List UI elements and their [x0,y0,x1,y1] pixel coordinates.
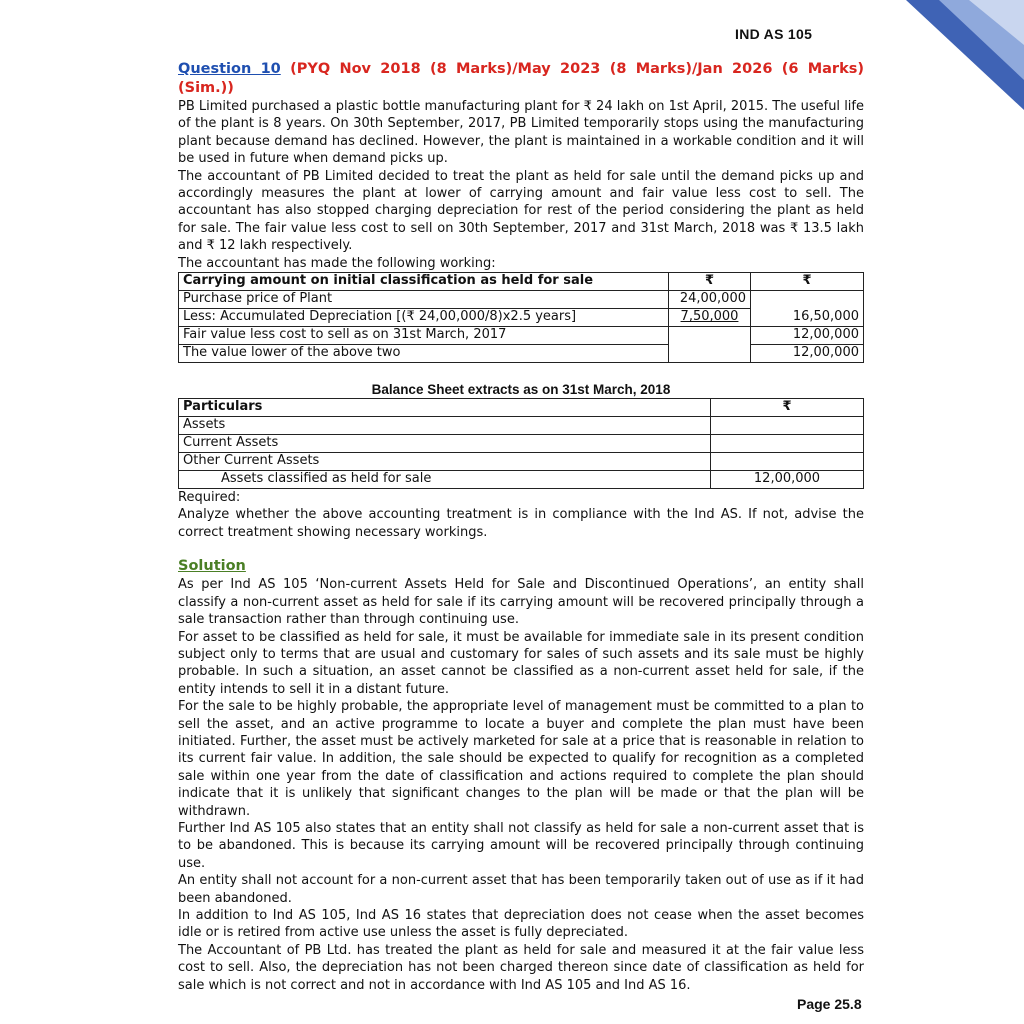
table-cell: Assets classified as held for sale [179,471,711,489]
table-header-cell: ₹ [751,273,864,291]
table-cell: 12,00,000 [711,471,864,489]
table-cell: 12,00,000 [751,327,864,345]
table-header-row [179,399,864,417]
corner-decoration [884,0,1024,110]
page-content [178,60,864,994]
page-number: Page 25.8 [797,996,862,1012]
table-cell: 24,00,000 [669,291,751,309]
solution-paragraph: For asset to be classified as held for sale, it must be available for immediate sale in its present condition subject only to terms that are usual and customary for sales of such assets and its sale must be highly probable. In such a situation, an asset cannot be classified as a non-current asset held for sale, if the entity intends to sell it in a distant future. [178,629,864,697]
table-row [179,327,864,345]
question-title [178,60,864,98]
page-header-title: IND AS 105 [735,26,813,42]
table-cell: Purchase price of Plant [179,291,669,309]
table-row [179,435,864,453]
table-header-cell: ₹ [669,273,751,291]
table-cell: Less: Accumulated Depreciation [(₹ 24,00,000/8)x2.5 years] [179,309,669,327]
working-table [178,272,864,363]
question-paragraph: PB Limited purchased a plastic bottle manufacturing plant for ₹ 24 lakh on 1st April, 2015. The useful life of the plant is 8 years. On 30th September, 2017, PB Limited temporarily stops using the manufacturing plant because demand has declined. However, the plant is maintained in a workable condition and it will be used in future when demand picks up. [178,99,864,167]
table-row [179,453,864,471]
solution-paragraph: An entity shall not account for a non-current asset that has been temporarily taken out of use as if it had been abandoned. [178,873,864,906]
table-header-cell: ₹ [711,399,864,417]
question-paragraph: The accountant has made the following working: [178,255,496,271]
table-cell: 12,00,000 [751,345,864,363]
table-header-cell: Particulars [179,399,711,417]
solution-title: Solution [178,558,246,575]
balance-sheet-table [178,398,864,489]
question-number: Question 10 [178,61,281,77]
table-header-cell: Carrying amount on initial classification as held for sale [179,273,669,291]
question-meta: (PYQ Nov 2018 (8 Marks)/May 2023 (8 Marks)/Jan 2026 (6 Marks) (Sim.)) [178,61,864,96]
table-cell: Current Assets [179,435,711,453]
table-cell [711,435,864,453]
table-cell: Fair value less cost to sell as on 31st March, 2017 [179,327,669,345]
table-cell [669,327,751,345]
balance-sheet-title: Balance Sheet extracts as on 31st March, 2018 [371,382,671,398]
table-cell: Other Current Assets [179,453,711,471]
table-row [179,345,864,363]
table-cell: Assets [179,417,711,435]
table-row [179,417,864,435]
required-text: Analyze whether the above accounting treatment is in compliance with the Ind AS. If not, advise the correct treatment showing necessary workings. [178,507,864,540]
table-cell: 7,50,000 [669,309,751,327]
table-cell [669,345,751,363]
solution-paragraph: In addition to Ind AS 105, Ind AS 16 states that depreciation does not cease when the asset becomes idle or is retired from active use unless the asset is fully depreciated. [178,908,864,941]
solution-paragraph: Further Ind AS 105 also states that an entity shall not classify as held for sale a non-current asset that is to be abandoned. This is because its carrying amount will be recovered principally through continuing use. [178,820,864,871]
table-cell: 16,50,000 [751,309,864,327]
table-cell [711,417,864,435]
solution-paragraph: As per Ind AS 105 ‘Non-current Assets Held for Sale and Discontinued Operations’, an entity shall classify a non-current asset as held for sale if its carrying amount will be recovered principally through a sale transaction rather than through continuing use. [178,577,864,628]
table-row [179,471,864,489]
table-row [179,291,864,309]
table-cell [711,453,864,471]
table-cell: The value lower of the above two [179,345,669,363]
required-label: Required: [178,490,241,506]
table-header-row [179,273,864,291]
solution-paragraph: For the sale to be highly probable, the appropriate level of management must be committed to a plan to sell the asset, and an active programme to locate a buyer and complete the plan must have been initiated. Further, the asset must be actively marketed for sale at a price that is reasonable in relation to its current fair value. In addition, the sale should be expected to qualify for recognition as a completed sale within one year from the date of classification and actions required to complete the plan should indicate that it is unlikely that significant changes to the plan will be made or that the plan will be withdrawn. [178,699,864,819]
table-cell [751,291,864,309]
solution-paragraph: The Accountant of PB Ltd. has treated the plant as held for sale and measured it at the fair value less cost to sell. Also, the depreciation has not been charged thereon since date of classification as held for sale which is not correct and not in accordance with Ind AS 105 and Ind AS 16. [178,942,864,993]
question-paragraph: The accountant of PB Limited decided to treat the plant as held for sale until the demand picks up and accordingly measures the plant at lower of carrying amount and fair value less cost to sell. The accountant has also stopped charging depreciation for rest of the period considering the plant as held for sale. The fair value less cost to sell on 30th September, 2017 and 31st March, 2018 was ₹ 13.5 lakh and ₹ 12 lakh respectively. [178,168,864,254]
table-row [179,309,864,327]
